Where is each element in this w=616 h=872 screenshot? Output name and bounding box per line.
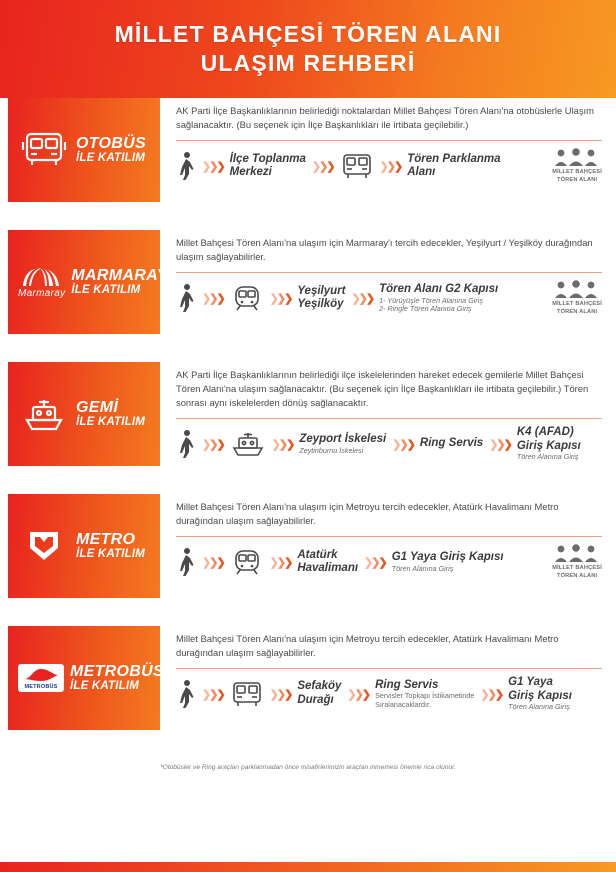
ship-icon (18, 394, 70, 434)
step-label (508, 676, 572, 712)
metro-logo-icon (18, 526, 70, 566)
step-label-text: G1 Yaya Giriş Kapısı (391, 551, 504, 564)
pedestrian-icon (176, 283, 196, 313)
arrow-icon: ❯ ❯ ❯ (271, 438, 294, 451)
pedestrian-icon (176, 151, 196, 181)
bus-icon (18, 130, 70, 170)
end-caption: MİLLET BAHÇESİ TÖREN ALANI (552, 565, 602, 579)
description: Millet Bahçesi Tören Alanı'na ulaşım için Marmaray'ı tercih edecekler, Yeşilyurt / Yeşilköy durağından ulaşım sağlayabilirler. (176, 237, 593, 263)
step-label-text-2: Yeşilköy (297, 298, 344, 311)
metrobus-logo-icon (18, 664, 64, 692)
step-label-text-2: Merkezi (229, 166, 272, 179)
content-otobus (160, 98, 616, 202)
step-label-text-2: Alanı (407, 166, 436, 179)
bus-icon (230, 680, 264, 708)
step-label-text: Ring Servis (419, 437, 484, 450)
people-group-icon (552, 544, 602, 564)
flow-gemi (176, 426, 602, 462)
step-label (379, 283, 498, 314)
step-label-text: Yeşilyurt (297, 284, 346, 297)
page-title (115, 20, 502, 79)
step-label (517, 426, 581, 462)
title-line-2: ULAŞIM REHBERİ (200, 50, 416, 76)
divider (176, 536, 602, 537)
badge-title: METRO (76, 530, 136, 548)
badge-metrobus (8, 626, 164, 730)
arrow-icon: ❯ ❯ ❯ (202, 688, 224, 701)
badge-title: OTOBÜS (76, 134, 146, 152)
badge-title: METROBÜS (70, 662, 164, 680)
section-gemi (0, 362, 616, 494)
people-group-icon (552, 280, 602, 300)
end-caption: MİLLET BAHÇESİ TÖREN ALANI (552, 301, 602, 315)
divider (176, 418, 602, 419)
badge-title: GEMİ (76, 398, 119, 416)
step-label-note-2: 2- Ringle Tören Alanına Giriş (379, 304, 472, 314)
divider (176, 140, 602, 141)
arrow-icon: ❯ ❯ ❯ (480, 688, 503, 701)
badge-subtitle: İLE KATILIM (76, 548, 146, 561)
flow-otobus (176, 148, 602, 184)
page-header (0, 0, 616, 98)
step-label-text: Tören Alanı G2 Kapısı (379, 283, 499, 295)
step-label-text: K4 (AFAD) (516, 426, 574, 439)
divider (176, 668, 602, 669)
description: AK Parti İlçe Başkanlıklarının belirlediği ilçe iskelelerinden hareket edecek gemilerle Millet Bahçesi Tören Alanı'na ulaşım sağlanacaktır. (Bu seçenek için İlçe Başkanlıkları ile irtibata geçilebilir.) Tören sonrası aynı iskelelerden dönüş sağlanacaktır. (176, 369, 589, 409)
step-label-text: Atatürk (297, 548, 338, 561)
section-otobus (0, 98, 616, 230)
section-marmaray (0, 230, 616, 362)
step-label-note: Tören Alanına Giriş (516, 452, 579, 462)
content-metro (160, 494, 616, 598)
step-label-text: Ring Servis (375, 678, 439, 691)
step-label-text: İlçe Toplanma (229, 152, 306, 165)
arrow-icon: ❯ ❯ ❯ (379, 160, 402, 173)
step-label-text: Zeyport İskelesi (299, 433, 387, 446)
arrow-icon: ❯ ❯ ❯ (351, 292, 374, 305)
badge-marmaray (8, 230, 168, 334)
flow-marmaray (176, 280, 602, 316)
step-label (299, 433, 386, 455)
arrow-icon: ❯ ❯ ❯ (202, 438, 224, 451)
bottom-bar (0, 862, 616, 872)
pedestrian-icon (176, 429, 196, 459)
pedestrian-icon (176, 547, 196, 577)
train-icon (230, 284, 264, 312)
arrow-icon: ❯ ❯ ❯ (489, 438, 511, 451)
marmaray-logo-icon (18, 266, 65, 299)
arrow-icon: ❯ ❯ ❯ (392, 438, 414, 451)
step-label (392, 551, 504, 573)
arrow-icon: ❯ ❯ ❯ (269, 688, 292, 701)
content-metrobus (160, 626, 616, 730)
step-label-note-1: Servisler Topkapı İstikametinde (375, 691, 475, 701)
description: AK Parti İlçe Başkanlıklarının belirlediği noktalardan Millet Bahçesi Tören Alanı'na otobüslerle Ulaşım sağlanacaktır. (Bu seçenek için İlçe Başkanlıkları ile irtibata geçilebilir.) (176, 105, 594, 131)
step-label-text: Tören Parklanma (407, 152, 501, 165)
badge-metro (8, 494, 160, 598)
content-gemi (160, 362, 616, 466)
marmaray-logo-text: Marmaray (18, 287, 66, 299)
badge-otobus (8, 98, 160, 202)
badge-subtitle: İLE KATILIM (71, 284, 141, 297)
step-label-text-2: Havalimanı (297, 562, 359, 575)
end-group-marmaray (546, 280, 602, 316)
arrow-icon: ❯ ❯ ❯ (202, 556, 224, 569)
badge-gemi (8, 362, 160, 466)
section-metrobus (0, 626, 616, 758)
step-label-note: Zeytinburnu İskelesi (299, 445, 364, 455)
step-label-note-1: 1- Yürüyüşle Tören Alanına Giriş (379, 295, 483, 305)
step-label-note: Tören Alanına Giriş (508, 702, 570, 712)
step-label (297, 285, 345, 312)
people-group-icon (552, 148, 602, 168)
badge-title: MARMARAY (71, 266, 168, 284)
metro-train-icon (230, 548, 264, 576)
footnote: *Otobüsler ve Ring araçları parklanmadan önce misafirlerimizin araçtan inmemesi önemle rica olunur. (160, 764, 456, 771)
step-label-text-2: Giriş Kapısı (516, 439, 581, 452)
step-label-text-2: Giriş Kapısı (508, 689, 572, 702)
step-label (375, 679, 474, 710)
arrow-icon: ❯ ❯ ❯ (364, 556, 386, 569)
flow-metro (176, 544, 602, 580)
end-caption: MİLLET BAHÇESİ TÖREN ALANI (552, 169, 602, 183)
ship-icon (230, 430, 266, 458)
step-label-note: Tören Alanına Giriş (391, 563, 454, 573)
step-label (230, 153, 306, 180)
description: Millet Bahçesi Tören Alanı'na ulaşım için Metroyu tercih edecekler, Atatürk Havalimanı Metro durağından ulaşım sağlayabilirler. (176, 501, 559, 527)
end-group-otobus (546, 148, 602, 184)
section-metro (0, 494, 616, 626)
bus-icon (340, 152, 374, 180)
arrow-icon: ❯ ❯ ❯ (202, 292, 224, 305)
step-label-text: G1 Yaya (508, 676, 553, 689)
content-marmaray (160, 230, 616, 334)
step-label (297, 549, 358, 576)
title-line-1: MİLLET BAHÇESİ TÖREN ALANI (114, 20, 502, 47)
badge-subtitle: İLE KATILIM (70, 680, 140, 693)
description: Millet Bahçesi Tören Alanı'na ulaşım için Metroyu tercih edecekler, Atatürk Havalimanı Metro durağından ulaşım sağlayabilirler. (176, 633, 559, 659)
badge-subtitle: İLE KATILIM (76, 152, 146, 165)
step-label (420, 437, 483, 451)
badge-subtitle: İLE KATILIM (76, 416, 146, 429)
divider (176, 272, 602, 273)
step-label-note-2: Sıralanacaklardır. (375, 699, 432, 709)
arrow-icon: ❯ ❯ ❯ (269, 556, 292, 569)
step-label-text: Sefaköy (297, 680, 342, 693)
pedestrian-icon (176, 679, 196, 709)
step-label (297, 680, 341, 707)
arrow-icon: ❯ ❯ ❯ (269, 292, 292, 305)
arrow-icon: ❯ ❯ ❯ (202, 160, 224, 173)
end-group-metro (546, 544, 602, 580)
arrow-icon: ❯ ❯ ❯ (311, 160, 334, 173)
step-label-text-2: Durağı (297, 694, 334, 707)
step-label (407, 153, 500, 180)
arrow-icon: ❯ ❯ ❯ (347, 688, 370, 701)
metrobus-logo-text: METROBÜS (24, 684, 58, 690)
flow-metrobus (176, 676, 602, 712)
